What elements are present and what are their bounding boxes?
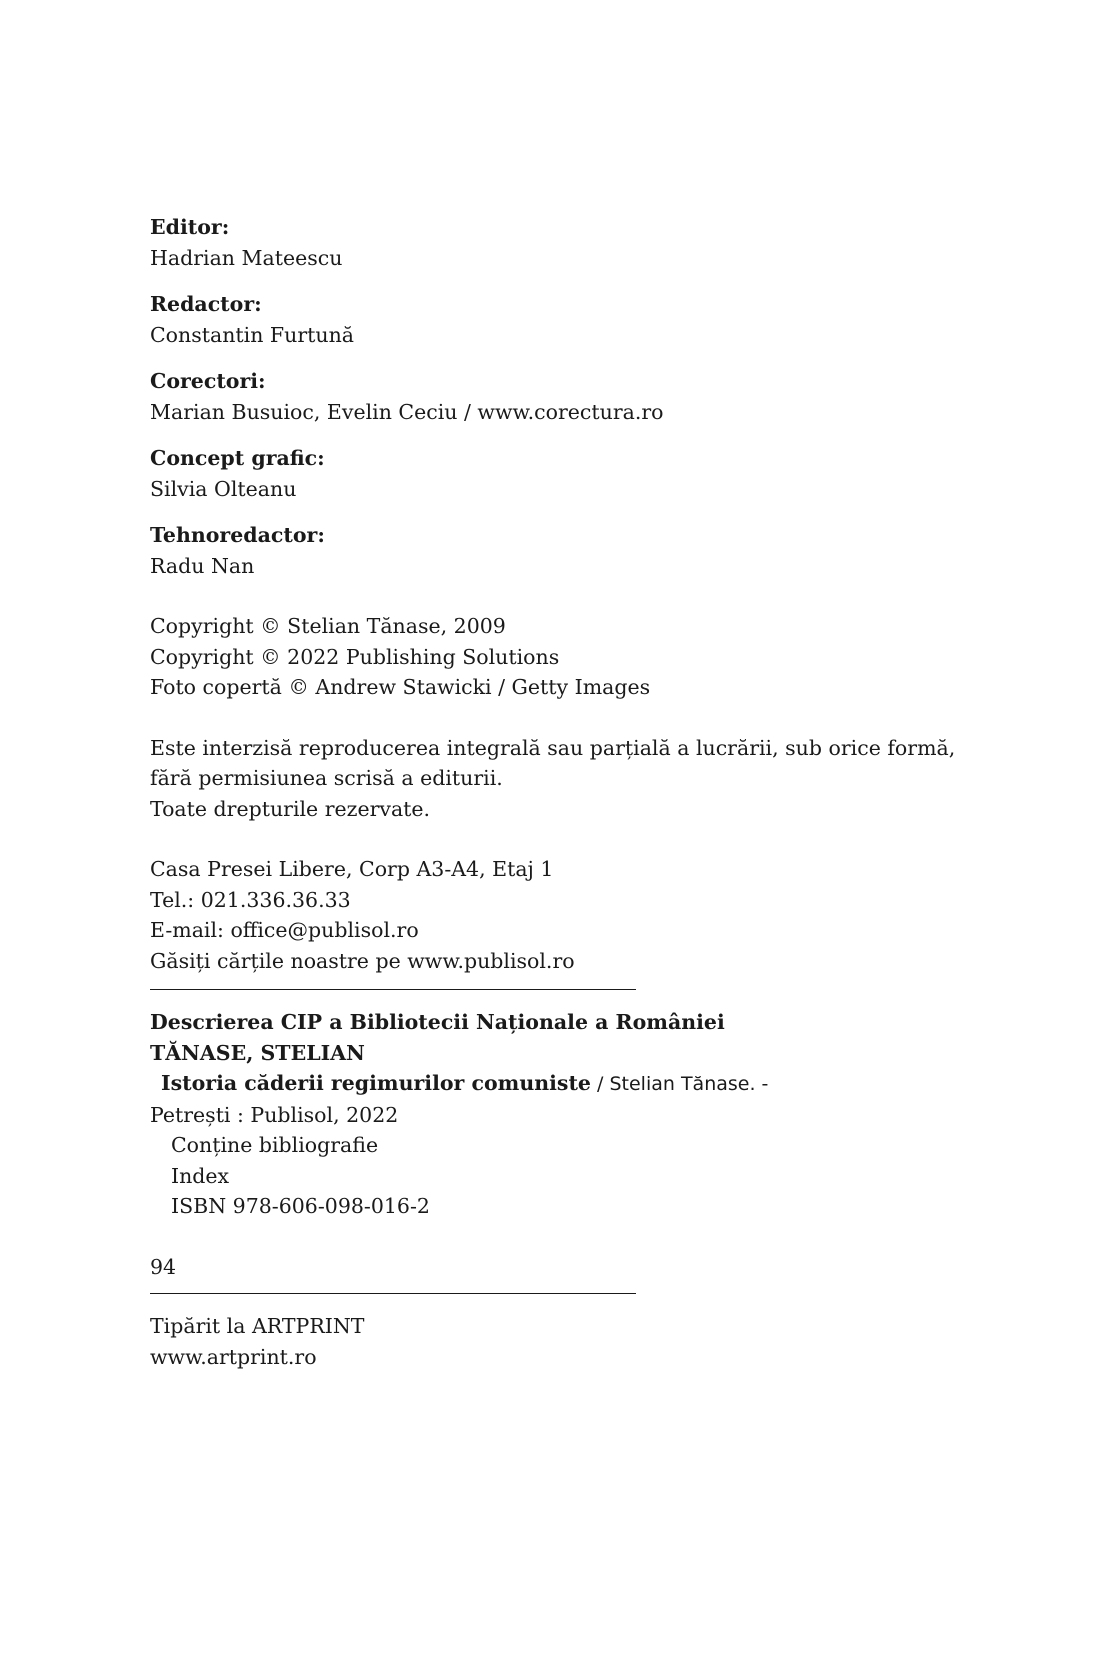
credit-role: Concept grafic:	[150, 446, 325, 470]
copyright-line: Copyright © 2022 Publishing Solutions	[150, 644, 560, 669]
credit-name: Constantin Furtună	[150, 322, 355, 347]
cip-title: Istoria căderii regimurilor comuniste	[161, 1071, 591, 1095]
credits-list	[150, 212, 950, 581]
cip-description	[150, 1007, 950, 1282]
printer-url: www.artprint.ro	[150, 1344, 317, 1369]
publisher-address: Casa Presei Libere, Corp A3-A4, Etaj 1	[150, 857, 554, 881]
rights-line: Toate drepturile rezervate.	[150, 796, 431, 821]
cip-heading: Descrierea CIP a Bibliotecii Naționale a României	[150, 1010, 725, 1034]
credit-role: Tehnoredactor:	[150, 523, 325, 547]
rights-line: fără permisiunea scrisă a editurii.	[150, 766, 503, 790]
publisher-contact	[150, 854, 950, 976]
divider	[150, 1293, 636, 1294]
divider	[150, 989, 636, 990]
publisher-phone: Tel.: 021.336.36.33	[150, 887, 351, 912]
credit-concept-grafic	[150, 443, 950, 504]
printer-info	[150, 1311, 950, 1372]
cip-imprint: Petrești : Publisol, 2022	[150, 1102, 399, 1127]
cip-author: TĂNASE, STELIAN	[150, 1040, 365, 1065]
credit-name: Radu Nan	[150, 553, 255, 578]
copyright-block	[150, 611, 950, 703]
publisher-email: E-mail: office@publisol.ro	[150, 918, 419, 942]
credit-name: Hadrian Mateescu	[150, 245, 343, 270]
credit-role: Redactor:	[150, 292, 262, 316]
credit-corectori	[150, 366, 950, 427]
cip-note: Conține bibliografie	[171, 1133, 379, 1157]
colophon-page	[150, 212, 956, 1372]
credit-name: Silvia Olteanu	[150, 476, 297, 501]
credit-tehnoredactor	[150, 520, 950, 581]
credit-editor	[150, 212, 950, 273]
cip-responsibility: / Stelian Tănase. -	[590, 1073, 769, 1095]
credit-redactor	[150, 289, 950, 350]
rights-line: Este interzisă reproducerea integrală sau parțială a lucrării, sub orice formă,	[150, 735, 956, 760]
cip-classification: 94	[150, 1254, 177, 1279]
cip-title-line	[150, 1068, 950, 1100]
printer-name: Tipărit la ARTPRINT	[150, 1314, 365, 1338]
copyright-line: Copyright © Stelian Tănase, 2009	[150, 614, 506, 638]
copyright-line: Foto copertă © Andrew Stawicki / Getty Images	[150, 675, 651, 699]
publisher-website: Găsiți cărțile noastre pe www.publisol.ro	[150, 948, 575, 973]
cip-note: Index	[171, 1163, 230, 1188]
rights-notice	[150, 733, 956, 825]
cip-isbn: ISBN 978-606-098-016-2	[171, 1194, 430, 1218]
credit-role: Corectori:	[150, 369, 266, 393]
credit-name: Marian Busuioc, Evelin Ceciu / www.corectura.ro	[150, 399, 664, 424]
credit-role: Editor:	[150, 215, 230, 239]
